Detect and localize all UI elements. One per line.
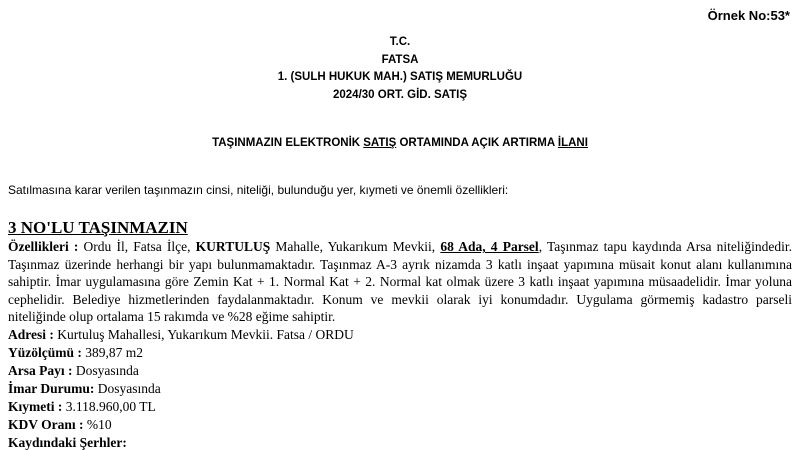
ozellikleri-label: Özellikleri :	[8, 239, 79, 254]
arsa-payi-value: Dosyasında	[72, 362, 139, 378]
imar-durumu-value: Dosyasında	[94, 380, 161, 396]
kaydindaki-serhler-label: Kaydındaki Şerhler:	[8, 434, 127, 450]
title-part-satis: SATIŞ	[363, 137, 397, 149]
intro-text: Satılmasına karar verilen taşınmazın cinsi, niteliği, bulunduğu yer, kıymeti ve önemli özellikleri:	[8, 183, 509, 197]
yuzolcumu-label: Yüzölçümü :	[8, 344, 82, 360]
adresi-value: Kurtuluş Mahallesi, Yukarıkum Mevkii. Fatsa / ORDU	[53, 326, 354, 342]
announcement-title	[0, 137, 800, 149]
kdv-orani-line	[8, 416, 792, 434]
adresi-line	[8, 326, 792, 344]
kaydindaki-serhler-line	[8, 434, 792, 450]
yuzolcumu-line	[8, 344, 792, 362]
ozellikleri-text-1: Ordu İl, Fatsa İlçe,	[78, 239, 196, 254]
header-line-office: 1. (SULH HUKUK MAH.) SATIŞ MEMURLUĞU	[277, 71, 523, 83]
imar-durumu-line	[8, 380, 792, 398]
ozellikleri-text-2: Mahalle, Yukarıkum Mevkii,	[270, 239, 441, 254]
property-section	[8, 218, 792, 450]
ozellikleri-mahalle: KURTULUŞ	[195, 239, 271, 254]
ozellikleri-paragraph	[8, 238, 792, 326]
adresi-label: Adresi :	[8, 326, 54, 342]
kdv-orani-value: %10	[83, 416, 112, 432]
arsa-payi-line	[8, 362, 792, 380]
header-line-file: 2024/30 ORT. GİD. SATIŞ	[332, 88, 467, 101]
header-line-city: FATSA	[381, 53, 419, 66]
ornek-number: Örnek No:53*	[707, 8, 790, 23]
kiymeti-value: 3.118.960,00 TL	[62, 398, 156, 414]
kiymeti-label: Kıymeti :	[8, 398, 63, 414]
title-part-3: ORTAMINDA AÇIK ARTIRMA	[396, 137, 558, 149]
arsa-payi-label: Arsa Payı :	[8, 362, 73, 378]
imar-durumu-label: İmar Durumu:	[8, 380, 95, 396]
header-line-tc: T.C.	[389, 36, 411, 48]
kdv-orani-label: KDV Oranı :	[8, 416, 84, 432]
yuzolcumu-value: 389,87 m2	[81, 344, 144, 360]
title-part-1: TAŞINMAZIN ELEKTRONİK	[212, 137, 364, 149]
kiymeti-line	[8, 398, 792, 416]
document-header	[0, 34, 800, 104]
title-part-ilani: İLANI	[557, 137, 588, 149]
property-section-title: 3 NO'LU TAŞINMAZIN	[8, 218, 188, 237]
ozellikleri-text-3: , Taşınmaz tapu kaydında Arsa niteliğindedir. Taşınmaz üzerinde herhangi bir yapı bulunmamaktadır. Taşınmaz A-3 ayrık nizamda 3 katlı inşaat yapımına müsait konut alanı kullanımına sahiptir. İmar uygulamasına göre Zemin Kat + 1. Normal Kat + 2. Normal kat olmak üzere 3 katlı inşaat yapımına müsaadelidir. İmar yoluna cephelidir. Belediye hizmetlerinden faydalanmaktadır. Konum ve mevkii olarak iyi konumdadır. Uygulama görmemiş kadastro parseli niteliğinde olup ortalama 15 rakımda ve %28 eğime sahiptir.	[8, 239, 792, 324]
ozellikleri-parsel: 68 Ada, 4 Parsel	[440, 239, 539, 254]
